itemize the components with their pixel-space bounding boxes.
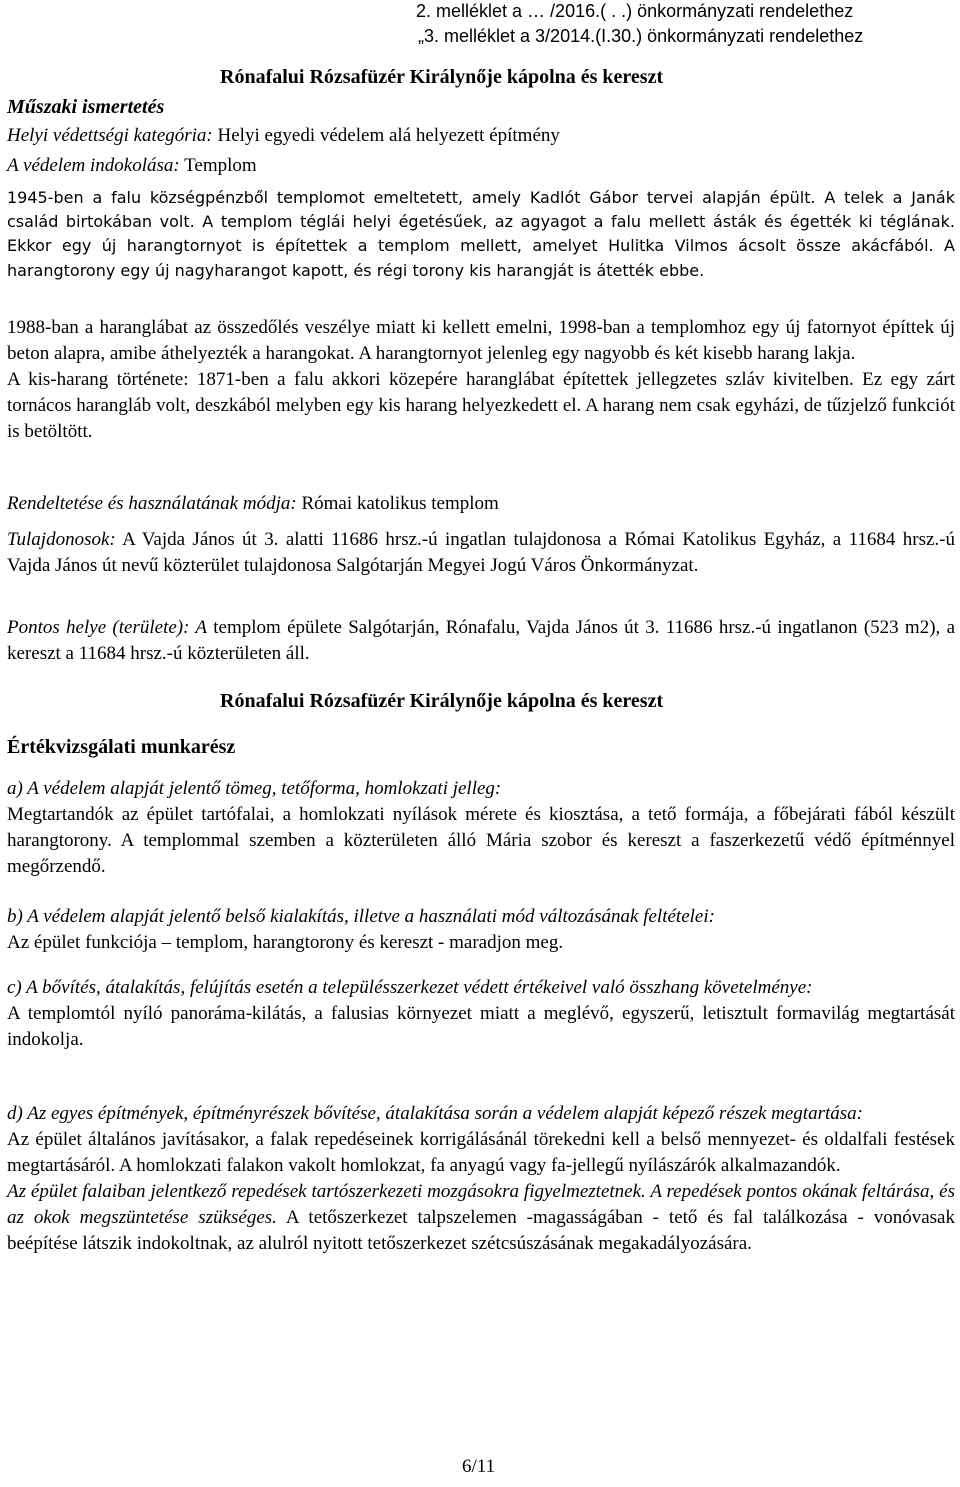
- history-paragraph: 1945-ben a falu községpénzből templomot emeltetett, amely Kadlót Gábor tervei alapján épült. A telek a Janák család birtokában volt. A templom téglái helyi égetésűek, az agyagot a falu mellett ásták és égették ki téglának. Ekkor egy új harangtornyot is építettek a templom mellett, amelyet Hulitka Vilmos ácsolt össze akácfából. A harangtorony egy új nagyharangot kapott, és régi torony kis harangját is átették ebbe.: [7, 188, 955, 280]
- section-c-heading: c) A bővítés, átalakítás, felújítás esetén a településszerkezet védett értékeivel való összhang követelménye:: [7, 977, 813, 998]
- technical-description-heading: Műszaki ismertetés: [7, 96, 165, 118]
- value-section-title: Rónafalui Rózsafüzér Királynője kápolna és kereszt: [220, 690, 664, 712]
- history-paragraph: A kis-harang története: 1871-ben a falu akkori közepére haranglábat építettek jellegzetes szláv kivitelben. Ez egy zárt tornácos harangláb volt, deszkából melyben egy kis harang helyezkedett el. A harang nem csak egyházi, de tűzjelző funkciót is betöltött.: [7, 369, 955, 442]
- section-b: [7, 904, 955, 956]
- annex-header-line-1: 2. melléklet a … /2016.( . .) önkormányzati rendelethez: [416, 1, 854, 21]
- owners-value: A Vajda János út 3. alatti 11686 hrsz.-ú ingatlan tulajdonosa a Római Katolikus Egyház, a 11684 hrsz.-ú Vajda János út nevű közterület tulajdonosa Salgótarján Megyei Jogú Város Önkormányzat.: [7, 529, 955, 576]
- section-a-heading: a) A védelem alapját jelentő tömeg, tetőforma, homlokzati jelleg:: [7, 778, 502, 799]
- section-c: [7, 975, 955, 1053]
- protection-category-label: Helyi védettségi kategória:: [7, 125, 213, 146]
- protection-category-line: [7, 123, 560, 149]
- section-d-text: Az épület általános javításakor, a falak repedéseinek korrigálásánál törekedni kell a belső mennyezet- és oldalfali festések megtartásáról. A homlokzati falakon vakolt homlokzat, fa anyagú vagy fa-jellegű nyílászárók alkalmazandók.: [7, 1129, 955, 1176]
- section-d-heading: d) Az egyes építmények, építményrészek bővítése, átalakítása során a védelem alapját képező részek megtartása:: [7, 1103, 863, 1124]
- usage-value: Római katolikus templom: [296, 493, 499, 514]
- section-b-text: Az épület funkciója – templom, harangtorony és kereszt - maradjon meg.: [7, 932, 564, 953]
- justification-value: Templom: [179, 155, 257, 176]
- value-assessment-heading: Értékvizsgálati munkarész: [7, 736, 236, 758]
- justification-line: [7, 153, 257, 179]
- location-block: [7, 615, 955, 667]
- protection-category-value: Helyi egyedi védelem alá helyezett építmény: [212, 125, 560, 146]
- owners-paragraph: [7, 527, 955, 579]
- annex-header-line-2: „3. melléklet a 3/2014.(I.30.) önkormányzati rendelethez: [418, 26, 864, 46]
- history-block-serif: [7, 315, 955, 445]
- section-a-text: Megtartandók az épület tartófalai, a homlokzati nyílások mérete és kiosztása, a tető formája, a főbejárati fából készült harangtorony. A templommal szemben a közterületen álló Mária szobor és kereszt a faszerkezetű védő építménnyel megőrzendő.: [7, 804, 955, 877]
- section-d-text-2: [7, 1179, 955, 1257]
- section-c-text: A templomtól nyíló panoráma-kilátás, a falusias környezet miatt a meglévő, egyszerű, letisztult formavilág megtartását indokolja.: [7, 1003, 955, 1050]
- section-b-heading: b) A védelem alapját jelentő belső kialakítás, illetve a használati mód változásának feltételei:: [7, 906, 715, 927]
- justification-label: A védelem indokolása:: [7, 155, 180, 176]
- section-d-warning: Az épület falaiban jelentkező repedések tartószerkezeti mozgásokra figyelmeztetnek. A repedések pontos okának feltárása, és az okok megszüntetése szükséges.: [7, 1181, 955, 1228]
- document-title: Rónafalui Rózsafüzér Királynője kápolna és kereszt: [220, 66, 664, 88]
- location-value: templom épülete Salgótarján, Rónafalu, Vajda János út 3. 11686 hrsz.-ú ingatlanon (523 m2), a kereszt a 11684 hrsz.-ú közterületen áll.: [7, 617, 956, 664]
- section-d-recommendation: A tetőszerkezet talpszelemen -magasságában - tető és fal találkozása - vonóvasak beépítése látszik indokoltnak, az alulról nyitott tetőszerkezet szétcsúszásának megakadályozására.: [7, 1207, 955, 1254]
- page-number: 6/11: [462, 1456, 496, 1477]
- location-label: Pontos helye (területe): A: [7, 617, 207, 638]
- location-paragraph: [7, 615, 955, 667]
- section-d: [7, 1101, 955, 1257]
- usage-line: [7, 491, 499, 517]
- owners-block: [7, 527, 955, 579]
- owners-label: Tulajdonosok:: [7, 529, 116, 550]
- history-block: [7, 186, 955, 283]
- section-a: [7, 776, 955, 880]
- usage-label: Rendeltetése és használatának módja:: [7, 493, 297, 514]
- history-paragraph: 1988-ban a haranglábat az összedőlés veszélye miatt ki kellett emelni, 1998-ban a templomhoz egy új fatornyot építtek új beton alapra, amibe áthelyezték a harangokat. A harangtornyot jelenleg egy nagyobb és két kisebb harang lakja.: [7, 317, 955, 364]
